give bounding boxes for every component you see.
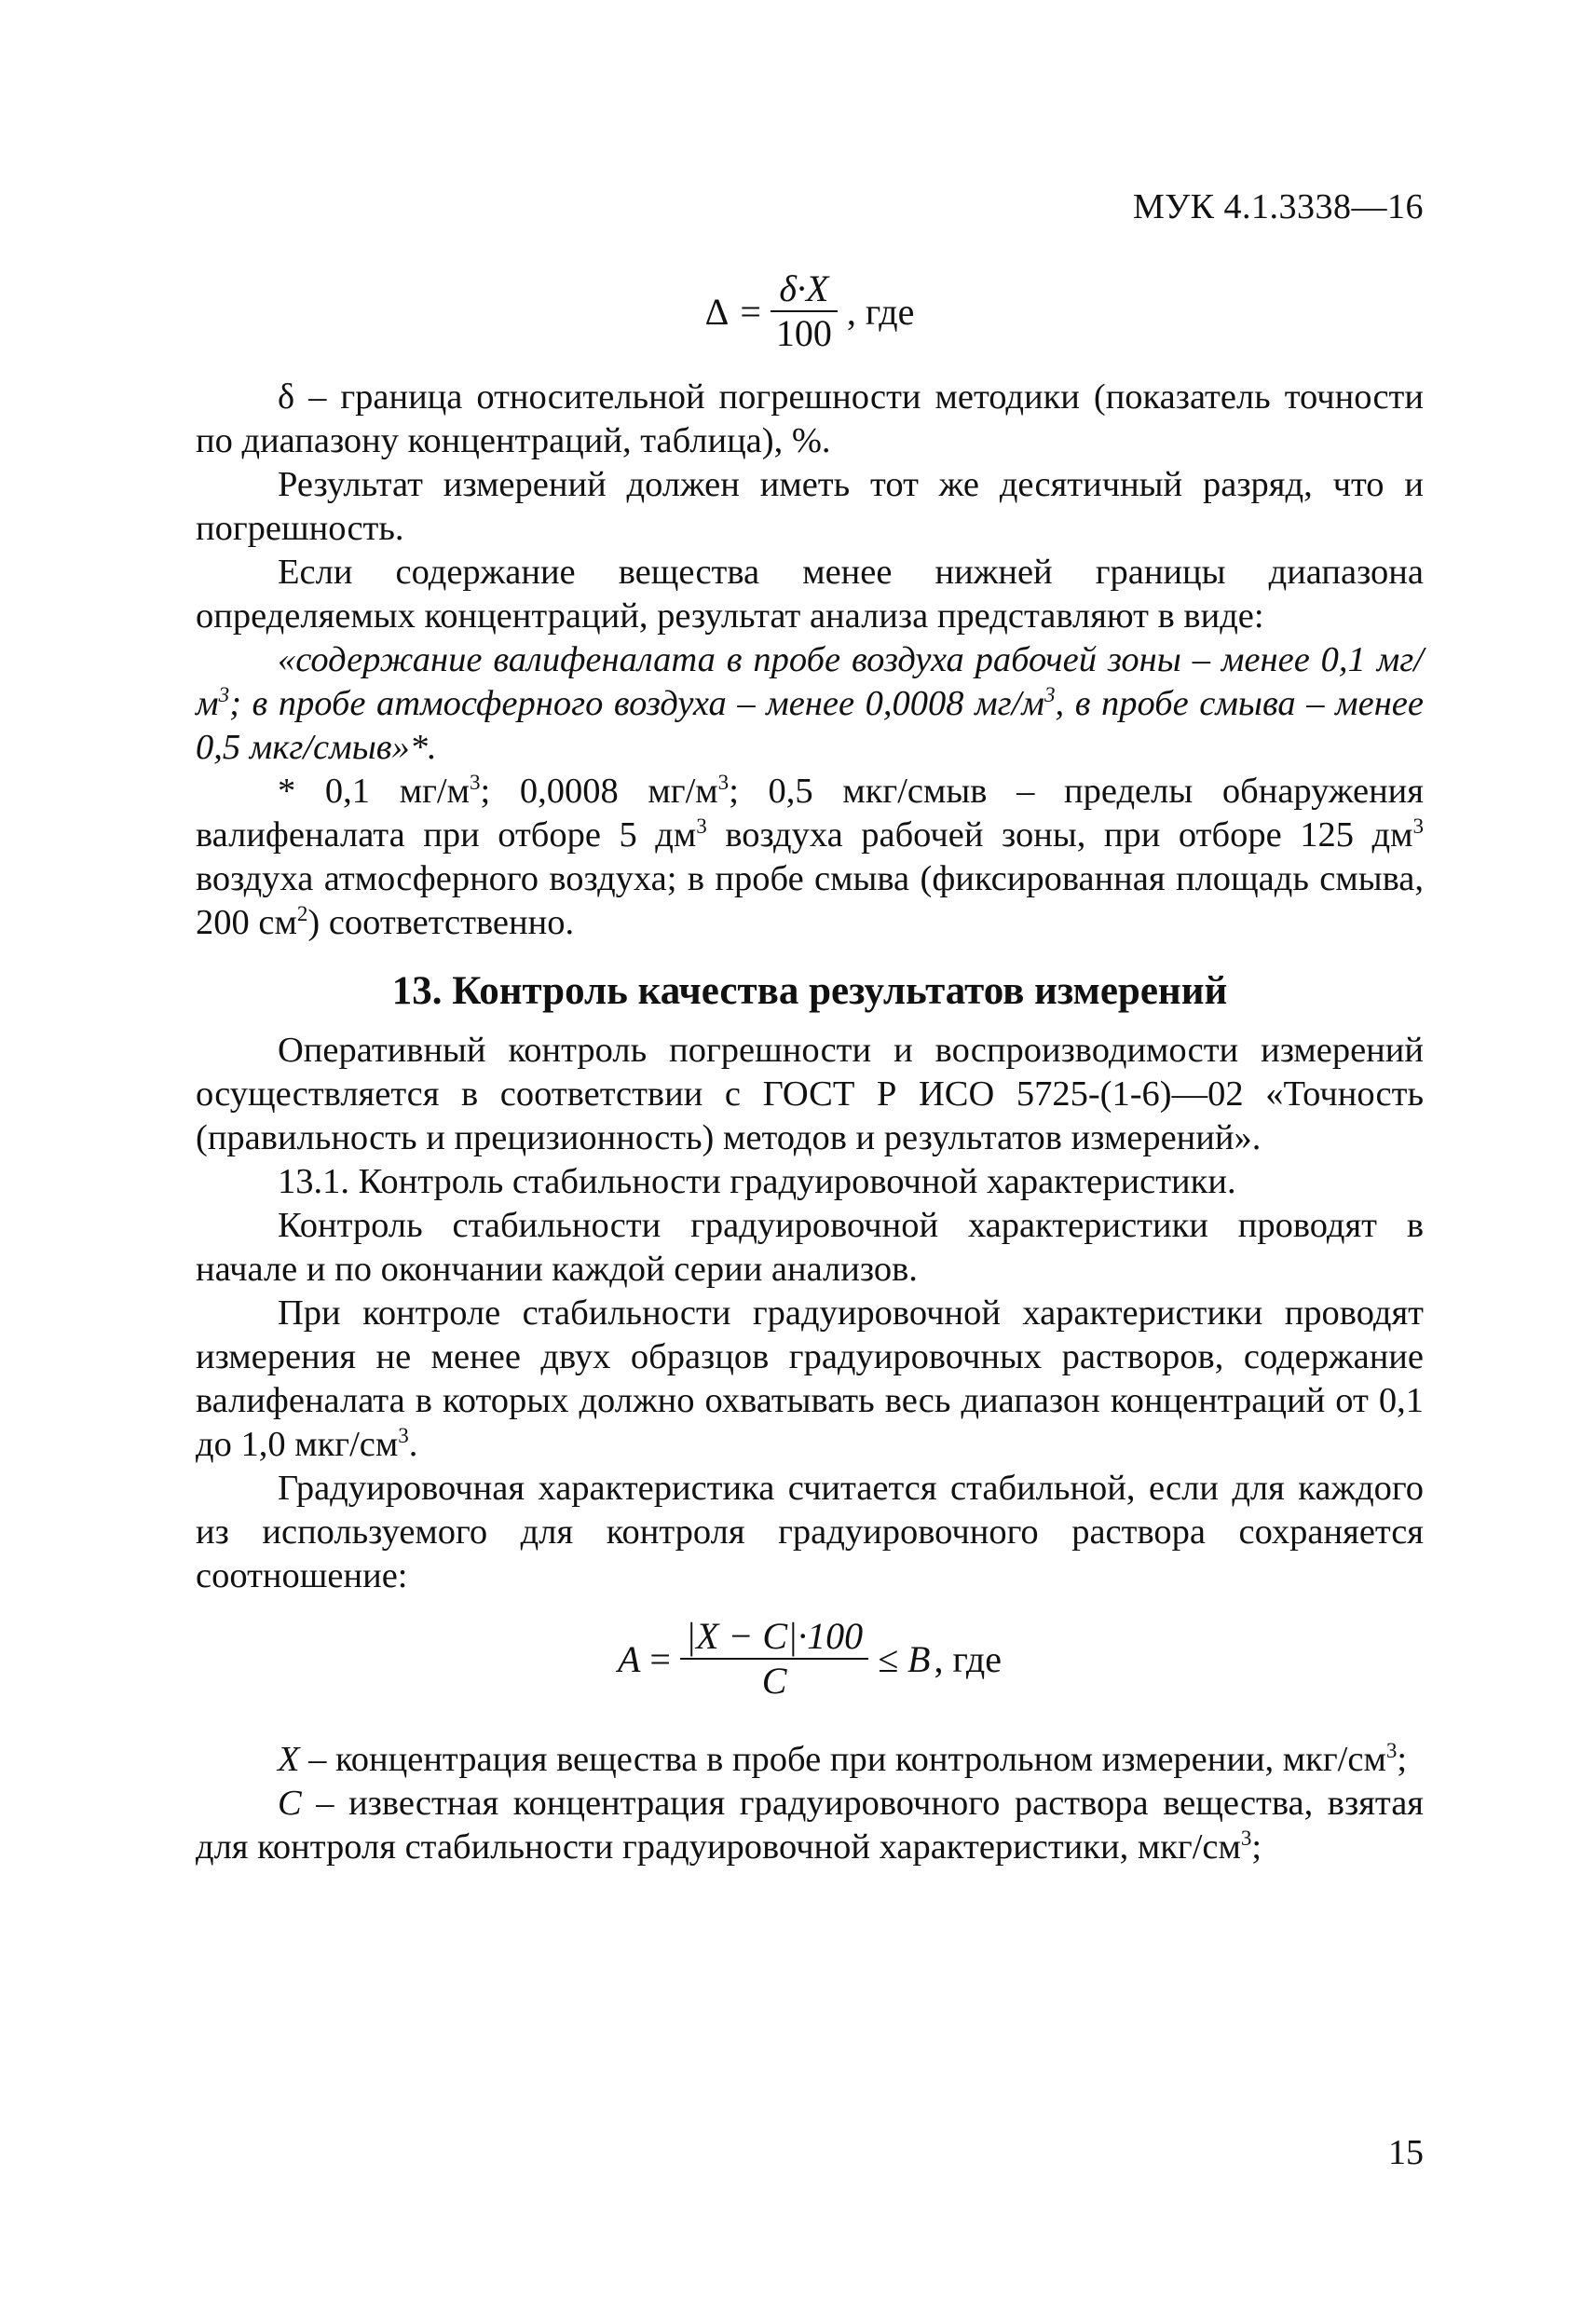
formula-lhs: Δ: [704, 290, 730, 333]
formula-suffix: , где: [846, 290, 915, 333]
formula-numerator: δ·X: [779, 267, 829, 309]
text-fragment: – известная концентрация градуировочного раствора вещества, взятая для контроля стабильности градуировочной характеристики, мкг/см: [196, 1784, 1424, 1867]
superscript: 2: [296, 901, 308, 926]
text-fragment: * 0,1 мг/м: [278, 772, 470, 811]
delta-formula: [196, 267, 1424, 361]
superscript: 3: [218, 682, 230, 707]
text-fragment: ;: [1397, 1740, 1408, 1779]
section-heading: 13. Контроль качества результатов измерений: [391, 969, 1228, 1013]
text-fragment: воздуха атмосферного воздуха; в пробе смыва (фиксированная площадь смыва, 200 см: [196, 859, 1424, 942]
superscript: 3: [1044, 682, 1056, 707]
paragraph-control-samples: [196, 1292, 1424, 1467]
variable-symbol: X: [278, 1740, 300, 1779]
text-fragment: воздуха рабочей зоны, при отборе 125 дм: [706, 815, 1413, 855]
paragraph-stability-condition: Градуировочная характеристика считается стабильной, если для каждого из используемого для контроля градуировочного раствора сохраняется соотношение:: [196, 1469, 1424, 1595]
paragraph-below-range: Если содержание вещества менее нижней границы диапазона определяемых концентраций, результат анализа представляют в виде:: [196, 553, 1424, 636]
formula-denominator: C: [761, 1660, 787, 1702]
text-fragment: «содержание валифеналата в пробе воздуха рабочей зоны – менее 0,1 мг/м: [196, 640, 1424, 723]
text-fragment: ) соответственно.: [307, 903, 575, 942]
formula-denominator: 100: [775, 312, 832, 354]
formula-fraction: [680, 1615, 868, 1703]
paragraph-operational-control: Оперативный контроль погрешности и воспроизводимости измерений осуществляется в соответствии с ГОСТ Р ИСО 5725-(1-6)—02 «Точность (правильность и прецизионность) методов и результатов измерений».: [196, 1031, 1424, 1157]
definition-x: [196, 1738, 1424, 1782]
formula-lhs: A: [617, 1637, 641, 1680]
paragraph-delta-definition: δ – граница относительной погрешности методики (показатель точности по диапазону концентраций, таблица), %.: [196, 377, 1424, 460]
paragraph-result-template: [196, 638, 1424, 770]
paragraph-result-precision: Результат измерений должен иметь тот же десятичный разряд, что и погрешность.: [196, 465, 1424, 548]
text-fragment: .: [408, 1425, 418, 1464]
paragraph-control-timing: Контроль стабильности градуировочной характеристики проводят в начале и по окончании каждой серии анализов.: [196, 1206, 1424, 1289]
page-number: 15: [1388, 2133, 1424, 2172]
superscript: 3: [717, 770, 730, 795]
text-fragment: ; в пробе атмосферного воздуха – менее 0,0008 мг/м: [229, 684, 1044, 723]
superscript: 3: [1240, 1826, 1252, 1851]
text-fragment: При контроле стабильности градуировочной характеристики проводят измерения не менее двух образцов градуировочных растворов, содержание валифеналата в которых должно охватывать весь диапазон концентраций от 0,1 до 1,0 мкг/см: [196, 1293, 1424, 1464]
paragraph-footnote-limits: [196, 770, 1424, 945]
formula-numerator: |X − C|·100: [685, 1615, 864, 1657]
formula-equals: =: [649, 1637, 671, 1680]
formula-equals: =: [740, 290, 761, 333]
formula-fraction: [771, 267, 838, 355]
superscript: 3: [1412, 814, 1424, 839]
text-fragment: , в пробе смыва – менее 0,5 мкг/смыв»*.: [196, 684, 1424, 767]
text-fragment: ; 0,0008 мг/м: [480, 772, 718, 811]
variable-symbol: C: [278, 1784, 302, 1823]
formula-suffix: , где: [934, 1637, 1003, 1680]
text-fragment: – концентрация вещества в пробе при контрольном измерении, мкг/см: [299, 1740, 1386, 1779]
stability-formula: [196, 1615, 1424, 1717]
formula-relation: ≤ B: [878, 1637, 931, 1680]
page-body: [196, 266, 1424, 1869]
superscript: 3: [469, 770, 481, 795]
superscript: 3: [398, 1423, 409, 1448]
superscript: 3: [1385, 1738, 1398, 1763]
paragraph-subsection-13-1: 13.1. Контроль стабильности градуировочной характеристики.: [278, 1162, 1236, 1201]
text-fragment: ;: [1251, 1827, 1262, 1867]
document-code-header: МУК 4.1.3338—16: [1132, 187, 1424, 226]
superscript: 3: [696, 814, 707, 839]
definition-c: [196, 1782, 1424, 1869]
text-fragment: ; 0,5 мкг/смыв – пределы обнаружения валифеналата при отборе 5 дм: [196, 772, 1424, 855]
